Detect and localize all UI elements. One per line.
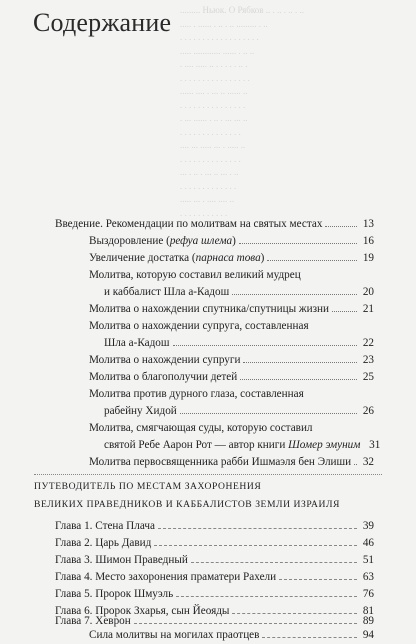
toc-entry[interactable] [55,217,374,231]
toc-chapter-label: Глава 2. Царь Давид [55,537,152,549]
dot-leader [134,615,357,624]
toc-page-number: 31 [369,439,381,451]
toc-page-number: 51 [362,554,374,566]
bleed-through-line: . . . . . . . . . . . . . . [180,126,241,137]
toc-chapter-label: Глава 5. Пророк Шмуэль [55,588,174,600]
toc-chapter-label: Глава 7. Хеврон [55,615,131,627]
toc-page-number: 25 [362,371,374,383]
dot-leader [240,371,357,380]
bleed-through-line: . . . . . . . . . . . . . . . [180,99,246,110]
toc-entry-label: Молитва о нахождении супруги [89,354,241,366]
dot-leader [191,554,357,563]
bleed-through-line: ...... .... . ... .. ...... .. [180,86,248,96]
toc-page-number: 19 [362,252,374,264]
bleed-through-line: . . . . . . . . . . . . . . . . [180,72,250,83]
toc-chapter[interactable] [55,614,374,628]
toc-entry-label: Молитва первосвященника рабби Ишмаэля бен Элиши [89,456,352,468]
bleed-through-line: ... . .. . ... .. ... . .. [180,167,239,177]
bleed-through-line: . . . . . . . . . . . [180,207,228,218]
dot-leader [262,629,357,638]
bleed-through-line: ..... . ...... . .. . .. ......... . .. [180,18,268,29]
dot-leader [267,252,357,261]
toc-entry-line: Молитва, которую составил великий мудрец [89,269,301,281]
toc-entry-label: Шла а-Кадош [104,337,170,349]
page-title: Содержание [33,8,172,37]
bleed-through-line: . . . . . . . . . . . . . [180,180,237,191]
toc-entry-line: Молитва о нахождении супруга, составленная [89,320,309,332]
toc-page-number: 26 [362,405,374,417]
bleed-through-line: ......... Ньюк. О Рябков .. . .. . .. . .. [180,5,304,15]
toc-entry-label: святой Ребе Аарон Рот — автор книги Шомер эмуним [104,439,361,451]
toc-entry[interactable] [89,370,374,384]
dot-leader [232,286,357,295]
dot-leader [232,605,357,614]
toc-entry[interactable] [104,438,381,452]
toc-chapter[interactable] [55,587,374,601]
bleed-through-line: ..... ... . .... .... .. [180,194,234,204]
toc-chapter[interactable] [55,553,374,567]
toc-entry[interactable] [89,302,374,316]
toc-entry-label: Молитва о благополучии детей [89,371,238,383]
toc-entry-label: рабейну Хидой [104,405,177,417]
toc-chapter-label: Глава 6. Пророк Зхарья, сын Йеояды [55,605,230,617]
dot-leader [332,303,357,312]
toc-page-number: 16 [362,235,374,247]
toc-entry[interactable] [104,336,374,350]
section-heading-line-2: ВЕЛИКИХ ПРАВЕДНИКОВ И КАББАЛИСТОВ ЗЕМЛИ ИЗРАИЛЯ [34,499,340,510]
toc-entry[interactable] [89,353,374,367]
toc-page-number: 20 [362,286,374,298]
toc-page-number: 46 [362,537,374,549]
bleed-through-line: .... ... ..... ... . ..... .. [180,140,246,150]
toc-entry[interactable] [104,285,374,299]
dot-leader [158,520,357,529]
toc-chapter[interactable] [89,628,374,642]
toc-chapter-label: Глава 4. Место захоронения праматери Рахели [55,571,277,583]
dot-leader [279,571,357,580]
toc-chapter-label: Глава 3. Шимон Праведный [55,554,188,566]
toc-page-number: 23 [362,354,374,366]
toc-entry-label: Молитва о нахождении спутника/спутницы жизни [89,303,330,315]
toc-page-number: 13 [362,218,374,230]
dot-leader [243,354,357,363]
dot-leader [173,337,357,346]
toc-entry-line: Молитва, смягчающая суды, которую составил [89,422,313,434]
toc-entry[interactable] [89,251,374,265]
dot-leader [176,588,357,597]
toc-entry-label: Увеличение достатка (парнаса това) [89,252,265,264]
toc-page-number: 76 [362,588,374,600]
dot-leader [180,405,357,414]
toc-page-number: 89 [362,615,374,627]
toc-chapter[interactable] [55,519,374,533]
dot-leader [154,537,357,546]
section-heading-line-1: ПУТЕВОДИТЕЛЬ ПО МЕСТАМ ЗАХОРОНЕНИЯ [34,481,262,492]
toc-entry-line: Молитва против дурного глаза, составленная [89,388,304,400]
toc-entry[interactable] [89,455,374,469]
bleed-through-line: . . . . . . . . . . . . . . [180,153,241,164]
toc-entry[interactable] [104,404,374,418]
toc-page-number: 21 [362,303,374,315]
toc-page-number: 39 [362,520,374,532]
toc-page-number: 81 [362,605,374,617]
toc-entry-label: Выздоровление (рефуа шлема) [89,235,236,247]
dot-leader [325,218,357,227]
bleed-through-line: . ... ...... . .. . ... ... .. [180,113,248,123]
toc-chapter-label: Сила молитвы на могилах праотцев [89,629,260,641]
toc-chapter-label: Глава 1. Стена Плача [55,520,155,532]
bleed-through-line: . .... ..... .. . . . . . .. . [180,59,248,69]
toc-chapter[interactable] [55,536,374,550]
toc-page-number: 94 [362,629,374,641]
toc-entry-label: и каббалист Шла а-Кадош [104,286,230,298]
bleed-through-text [180,4,395,220]
bleed-through-line: . . . . . . . . . . . . . . . . . . [180,32,259,42]
dot-leader [239,235,357,244]
toc-page-number: 32 [362,456,374,468]
toc-chapter[interactable] [55,570,374,584]
toc-entry[interactable] [89,234,374,248]
bleed-through-line: ..... ............ ...... . .. .. [180,45,255,56]
toc-page-number: 22 [362,337,374,349]
toc-entry-label: Введение. Рекомендации по молитвам на святых местах [55,218,323,230]
toc-page-number: 63 [362,571,374,583]
dot-leader [354,456,357,465]
section-divider [34,474,382,476]
